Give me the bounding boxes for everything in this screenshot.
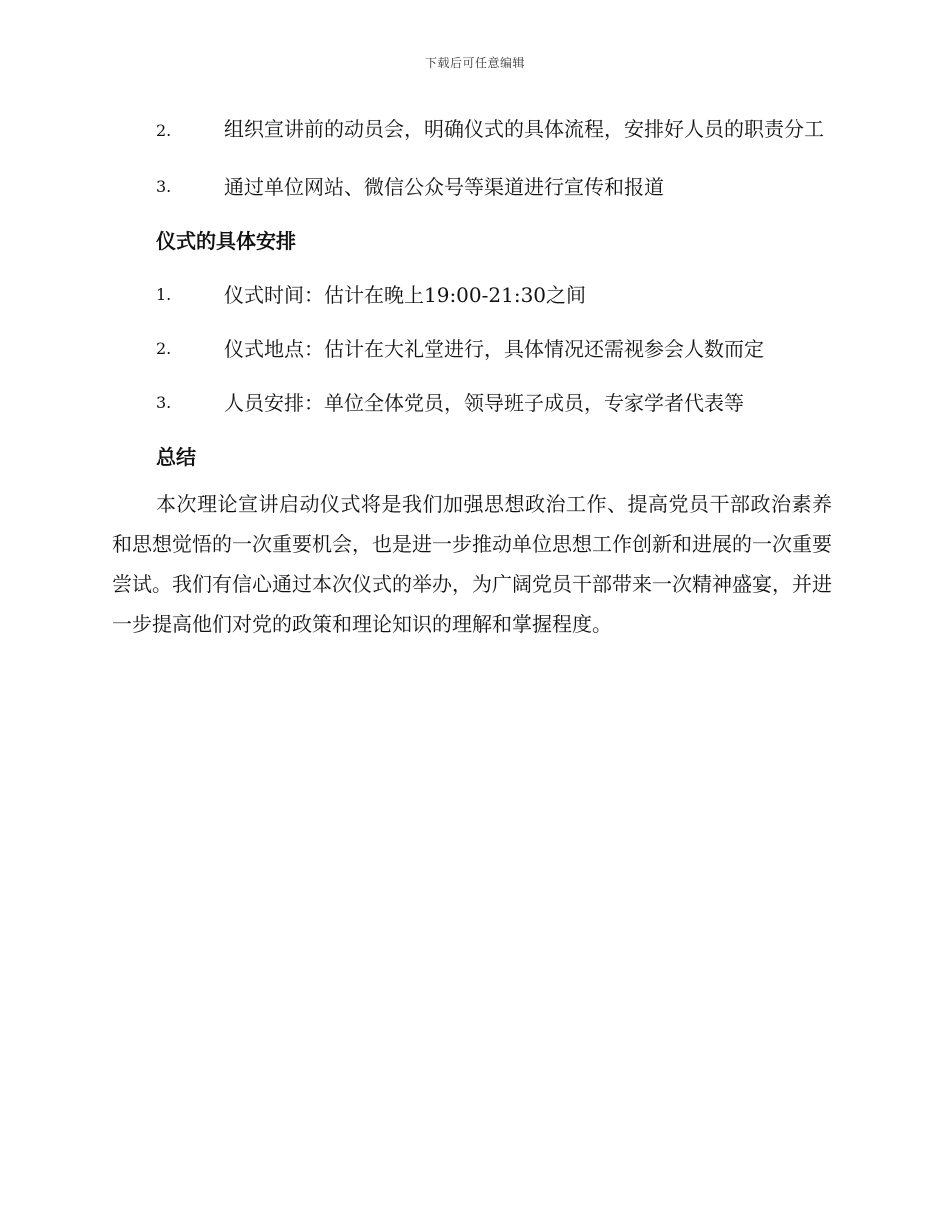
list-item bbox=[112, 328, 832, 370]
list-text: 仪式地点：估计在大礼堂进行，具体情况还需视参会人数而定 bbox=[224, 337, 764, 361]
list-number: 1. bbox=[156, 285, 172, 304]
section-heading-arrangement: 仪式的具体安排 bbox=[156, 229, 296, 253]
list-text: 人员安排：单位全体党员，领导班子成员，专家学者代表等 bbox=[224, 391, 744, 415]
list-text: 仪式时间：估计在晚上19:00-21:30之间 bbox=[224, 283, 587, 307]
document-body bbox=[112, 108, 832, 644]
list-number: 2. bbox=[156, 339, 172, 358]
list-number: 3. bbox=[156, 393, 172, 412]
list-number: 2. bbox=[156, 121, 172, 140]
section-heading-summary: 总结 bbox=[156, 445, 196, 469]
page-header: 下载后可任意编辑 bbox=[424, 56, 525, 70]
list-text: 组织宣讲前的动员会，明确仪式的具体流程，安排好人员的职责分工 bbox=[224, 117, 824, 141]
list-text: 通过单位网站、微信公众号等渠道进行宣传和报道 bbox=[224, 175, 664, 199]
list-number: 3. bbox=[156, 177, 172, 196]
list-item bbox=[112, 166, 832, 208]
list-item bbox=[112, 382, 832, 424]
summary-paragraph: 本次理论宣讲启动仪式将是我们加强思想政治工作、提高党员干部政治素养和思想觉悟的一次重要机会，也是进一步推动单位思想工作创新和进展的一次重要尝试。我们有信心通过本次仪式的举办，为广阔党员干部带来一次精神盛宴，并进一步提高他们对党的政策和理论知识的理解和掌握程度。 bbox=[112, 492, 832, 636]
list-item bbox=[112, 274, 832, 316]
list-item bbox=[112, 108, 832, 152]
